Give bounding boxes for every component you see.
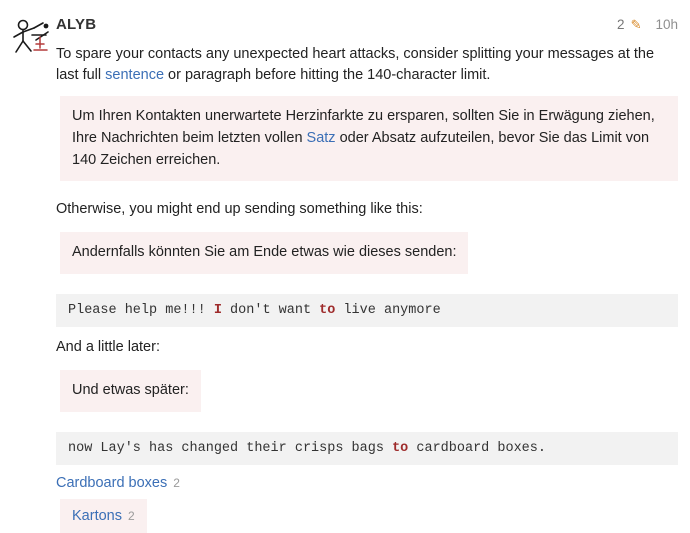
code2-bold1: to	[392, 440, 409, 456]
code-block-1	[56, 294, 678, 327]
timestamp: 10h	[655, 16, 678, 32]
code1-part2: don't want	[221, 303, 320, 319]
tag-count-translated: 2	[127, 508, 135, 523]
sentence-link[interactable]: sentence	[105, 67, 165, 84]
translation-block-2: Andernfalls könnten Sie am Ende etwas wie dieses senden:	[60, 232, 468, 274]
para1-text-after: or paragraph before hitting the 140-character limit.	[164, 67, 491, 84]
edit-count: 2	[617, 16, 625, 32]
tag-count-primary: 2	[173, 475, 180, 490]
paragraph-original-3: And a little later:	[56, 339, 160, 356]
code-block-2	[56, 432, 678, 465]
tag-link-kartons[interactable]: Kartons	[72, 507, 122, 524]
tag-box-translated[interactable]	[60, 499, 147, 533]
author-name[interactable]: ALYB	[56, 15, 97, 33]
post-header	[56, 12, 678, 36]
code2-part2: cardboard boxes.	[408, 440, 546, 456]
tag-row-primary	[56, 475, 678, 491]
avatar[interactable]	[10, 14, 54, 58]
code1-part3: live anymore	[335, 303, 441, 319]
code1-bold2: to	[319, 303, 336, 319]
post-content	[56, 12, 678, 533]
code2-part1: now Lay's has changed their crisps bags	[68, 440, 393, 456]
paragraph-original-1	[56, 44, 678, 86]
code1-part1: Please help me!!!	[68, 303, 214, 319]
satz-link[interactable]: Satz	[306, 129, 336, 146]
para1-text-before: To spare your contacts any unexpected heart attacks, consider splitting your messages at the last full	[56, 46, 655, 84]
post-meta	[617, 17, 678, 32]
avatar-illustration	[10, 14, 54, 58]
quote1-text-after: oder Absatz aufzuteilen, bevor Sie das Limit von 140 Zeichen erreichen.	[72, 129, 650, 168]
translation-block-1	[60, 96, 678, 181]
paragraph-original-2: Otherwise, you might end up sending something like this:	[56, 201, 423, 218]
translation-block-3: Und etwas später:	[60, 370, 201, 412]
quote1-text-before: Um Ihren Kontakten unerwartete Herzinfarkte zu ersparen, sollten Sie in Erwägung ziehen, Ihre Nachrichten beim letzten vollen	[72, 108, 655, 146]
tag-link-cardboard-boxes[interactable]: Cardboard boxes	[56, 474, 168, 491]
code1-bold1: I	[213, 303, 222, 319]
pencil-icon[interactable]: ✎	[630, 16, 642, 32]
